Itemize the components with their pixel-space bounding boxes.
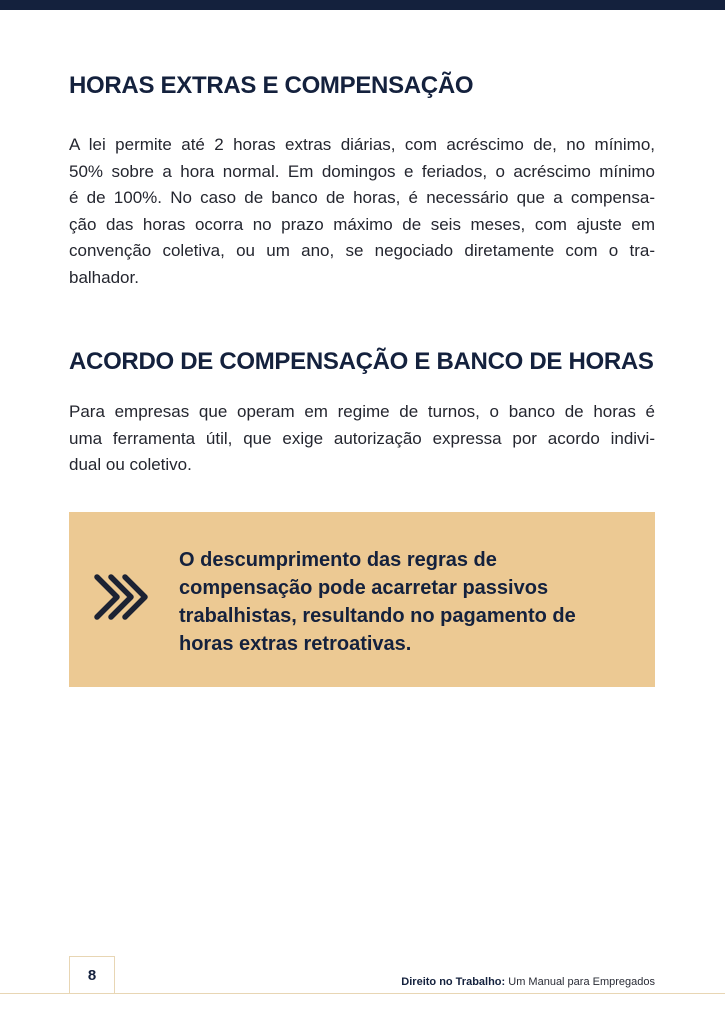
callout-box — [69, 512, 655, 687]
callout-text — [179, 546, 576, 658]
paragraph-horas-extras — [69, 132, 655, 291]
section-heading-horas-extras: HORAS EXTRAS E COMPENSAÇÃO — [69, 72, 474, 99]
callout-line: trabalhistas, resultando no pagamento de — [179, 605, 576, 627]
paragraph-line: 50% sobre a hora normal. Em domingos e feriados, o acréscimo mínimo — [69, 161, 655, 181]
paragraph-line: uma ferramenta útil, que exige autorização expressa por acordo indivi- — [69, 428, 655, 448]
double-chevron-right-icon — [91, 569, 157, 625]
top-accent-bar — [0, 0, 725, 10]
paragraph-line: A lei permite até 2 horas extras diárias, com acréscimo de, no mínimo, — [69, 135, 655, 154]
paragraph-line: dual ou coletivo. — [69, 455, 192, 474]
callout-line: compensação pode acarretar passivos — [179, 577, 549, 599]
page-number: 8 — [69, 956, 115, 994]
paragraph-line: convenção coletiva, ou um ano, se negociado diretamente com o tra- — [69, 241, 655, 260]
paragraph-line: é de 100%. No caso de banco de horas, é necessário que a compensa- — [69, 188, 655, 207]
paragraph-line: balhador. — [69, 267, 139, 287]
footer-divider — [0, 993, 725, 994]
callout-line: horas extras retroativas. — [179, 633, 412, 655]
callout-line: O descumprimento das regras de — [179, 549, 497, 571]
paragraph-line: Para empresas que operam em regime de turnos, o banco de horas é — [69, 402, 655, 421]
section-heading-acordo-compensacao: ACORDO DE COMPENSAÇÃO E BANCO DE HORAS — [69, 348, 654, 375]
paragraph-line: ção das horas ocorra no prazo máximo de seis meses, com ajuste em — [69, 214, 655, 234]
footer-title-rest: Um Manual para Empregados — [505, 976, 655, 988]
footer-book-title — [401, 976, 655, 988]
paragraph-acordo-compensacao — [69, 399, 655, 479]
footer-title-bold: Direito no Trabalho: — [401, 976, 506, 988]
